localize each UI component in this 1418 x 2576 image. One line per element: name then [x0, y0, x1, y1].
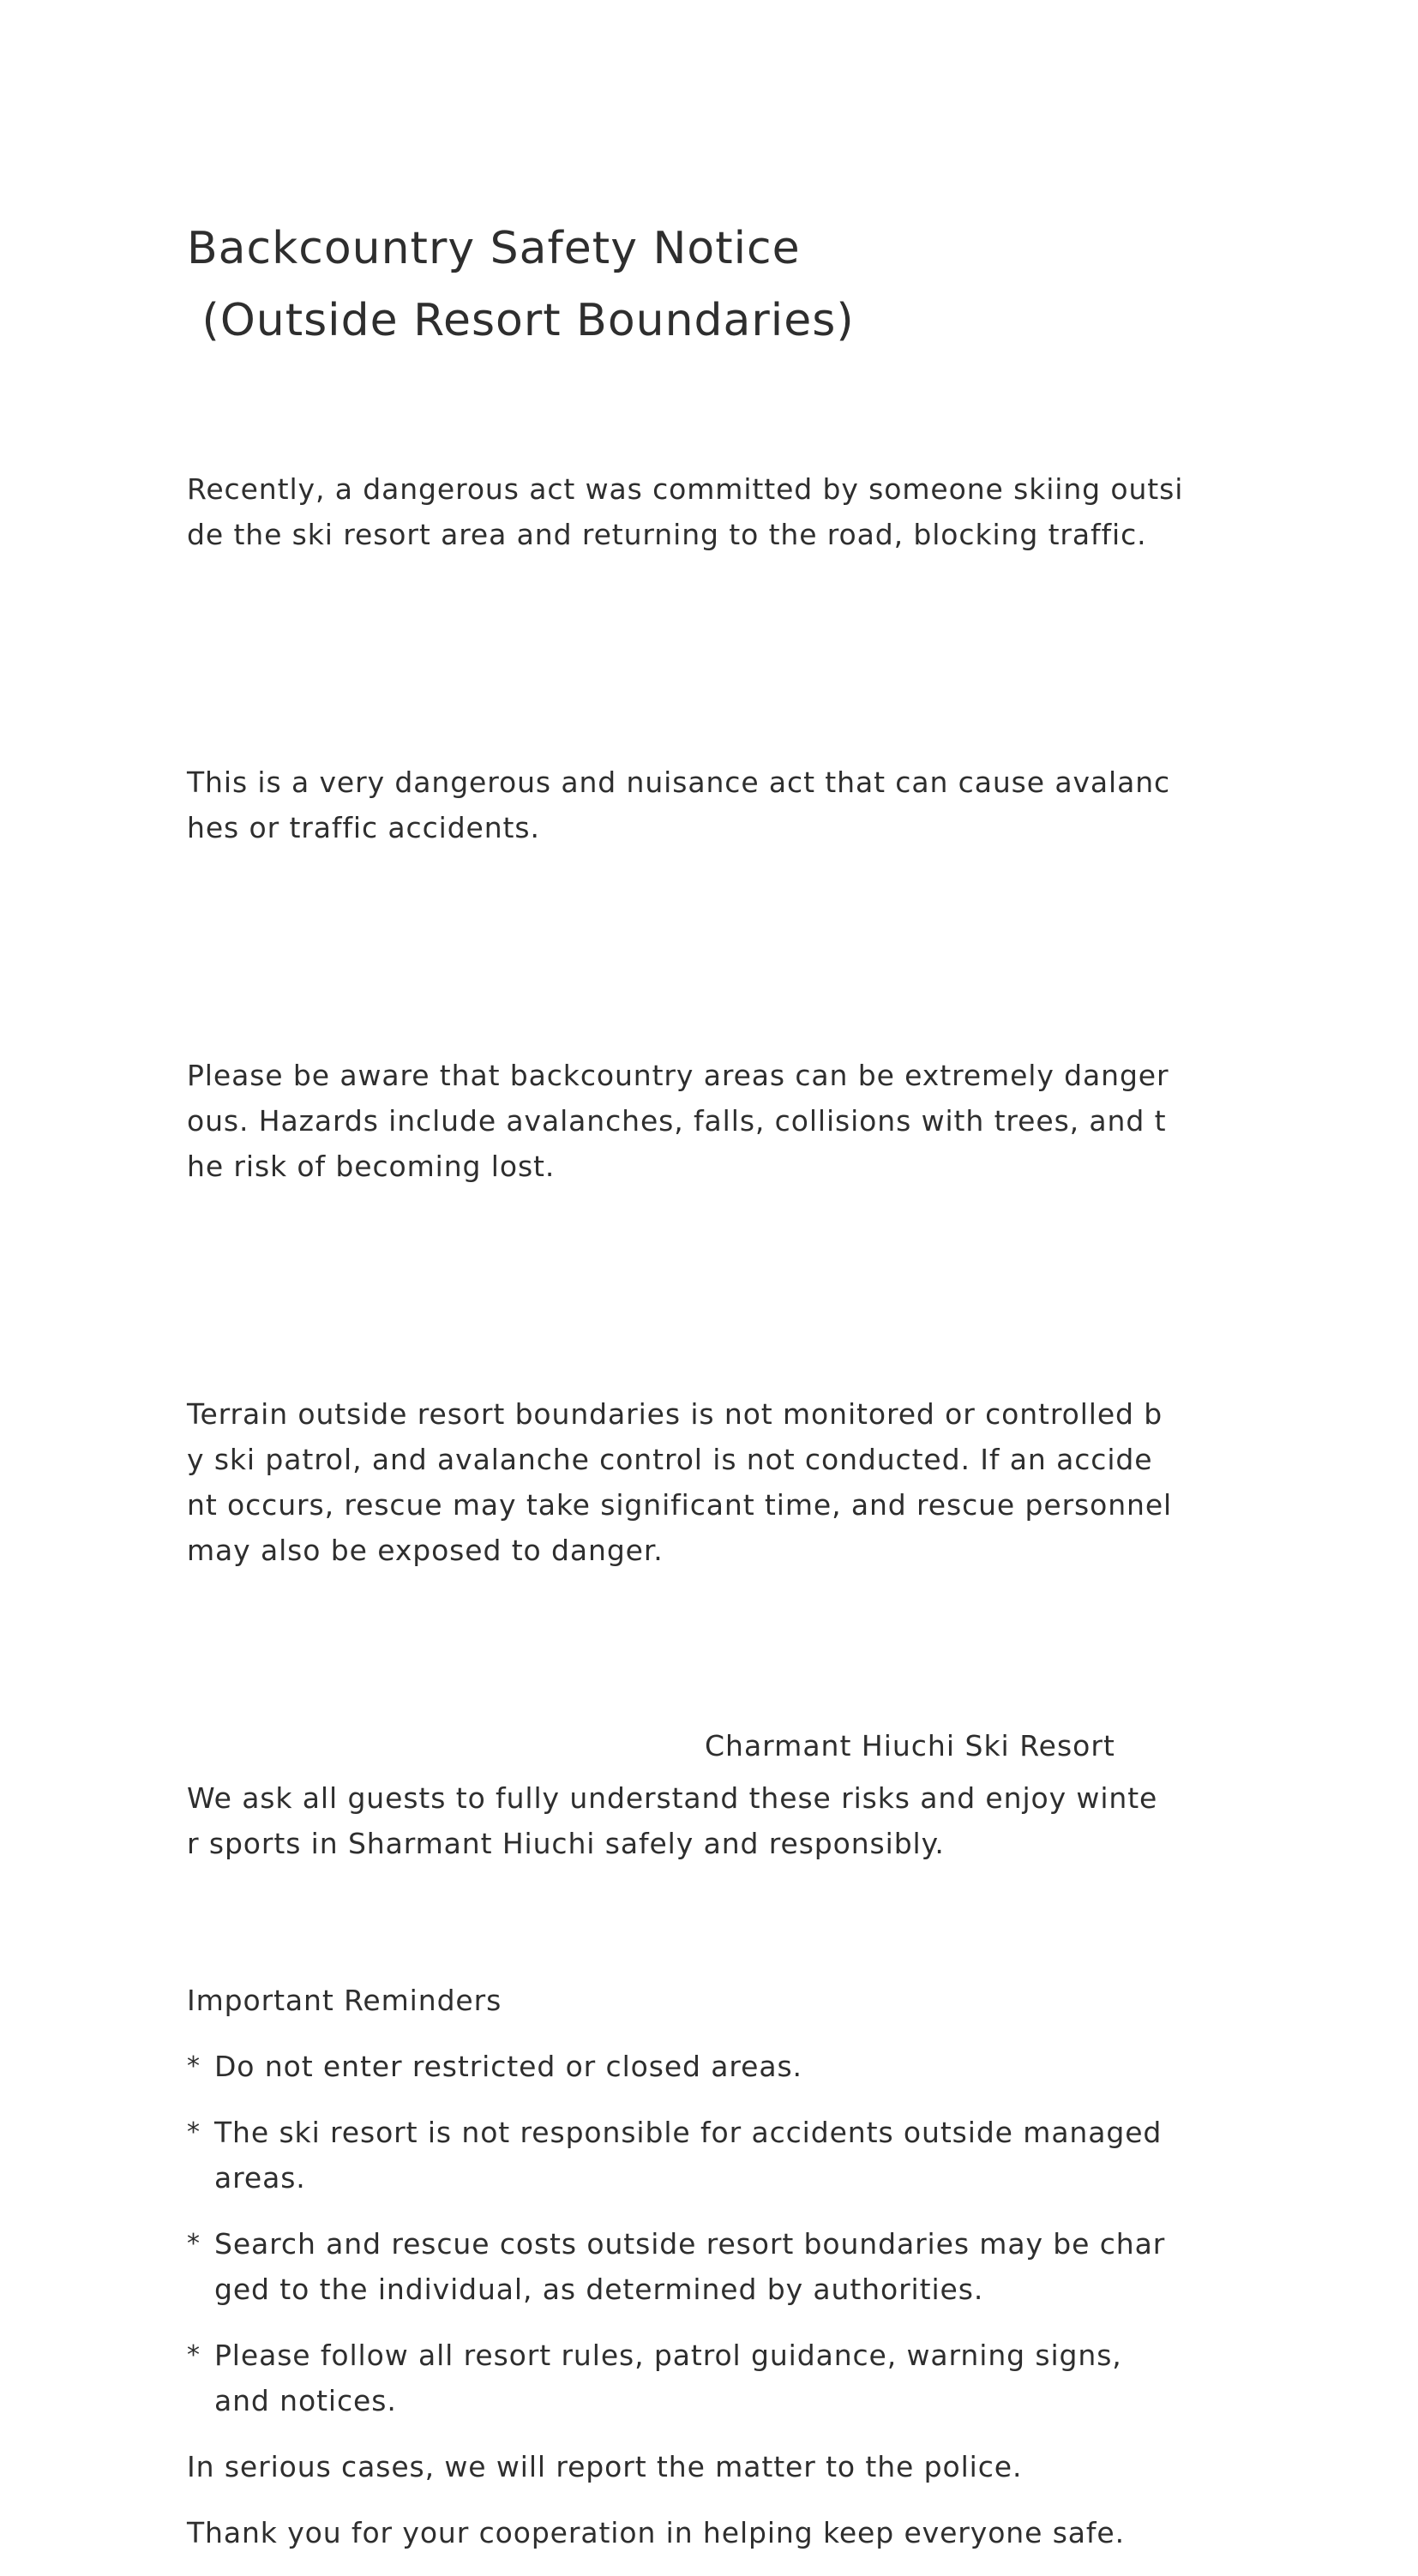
closing-thanks: Thank you for your cooperation in helping keep everyone safe. — [187, 2516, 1126, 2549]
text-line: y ski patrol, and avalanche control is not conducted. If an accide — [187, 1443, 1153, 1476]
title-line-2: (Outside Resort Boundaries) — [187, 295, 855, 346]
text-line: We ask all guests to fully understand these risks and enjoy winte — [187, 1781, 1158, 1815]
text-line: Please follow all resort rules, patrol guidance, warning signs, — [214, 2339, 1122, 2372]
text-line: Recently, a dangerous act was committed by someone skiing outsi — [187, 472, 1184, 506]
text-line: This is a very dangerous and nuisance act that can cause avalanc — [187, 766, 1171, 799]
closing-police: In serious cases, we will report the matter to the police. — [187, 2450, 1023, 2483]
text-line: Please be aware that backcountry areas can be extremely danger — [187, 1059, 1169, 1092]
reminder-item — [187, 2333, 1301, 2423]
reminder-item — [187, 2044, 1301, 2089]
text-line: ous. Hazards include avalanches, falls, collisions with trees, and t — [187, 1104, 1167, 1138]
text-line: Do not enter restricted or closed areas. — [214, 2050, 802, 2083]
title-line-1: Backcountry Safety Notice — [187, 223, 801, 274]
notice-title — [187, 213, 855, 357]
signature: Charmant Hiuchi Ski Resort — [705, 1729, 1115, 1762]
text-line: Search and rescue costs outside resort boundaries may be char — [214, 2227, 1166, 2261]
paragraph-danger — [187, 669, 1301, 941]
reminder-item — [187, 2221, 1301, 2312]
text-line: ged to the individual, as determined by authorities. — [214, 2273, 984, 2306]
text-line: nt occurs, rescue may take significant time, and rescue personnel — [187, 1488, 1173, 1522]
reminders-heading: Important Reminders — [187, 1984, 502, 2017]
text-line: hes or traffic accidents. — [187, 811, 540, 844]
text-line: Terrain outside resort boundaries is not monitored or controlled b — [187, 1397, 1163, 1431]
paragraph-hazards — [187, 962, 1301, 1280]
paragraph-incident — [187, 375, 1301, 648]
asterisk-bullet-icon: * — [187, 2229, 201, 2259]
notice-body — [187, 375, 1301, 2576]
text-line: de the ski resort area and returning to the road, blocking traffic. — [187, 518, 1147, 551]
reminder-item — [187, 2110, 1301, 2201]
text-line: areas. — [214, 2161, 306, 2195]
text-line: The ski resort is not responsible for accidents outside managed — [214, 2116, 1163, 2149]
asterisk-bullet-icon: * — [187, 2340, 201, 2370]
text-line: may also be exposed to danger. — [187, 1534, 664, 1567]
paragraph-terrain — [187, 1300, 1301, 1664]
text-line: r sports in Sharmant Hiuchi safely and responsibly. — [187, 1827, 945, 1860]
asterisk-bullet-icon: * — [187, 2117, 201, 2147]
text-line: he risk of becoming lost. — [187, 1150, 556, 1183]
asterisk-bullet-icon: * — [187, 2051, 201, 2081]
text-line: and notices. — [214, 2384, 397, 2417]
